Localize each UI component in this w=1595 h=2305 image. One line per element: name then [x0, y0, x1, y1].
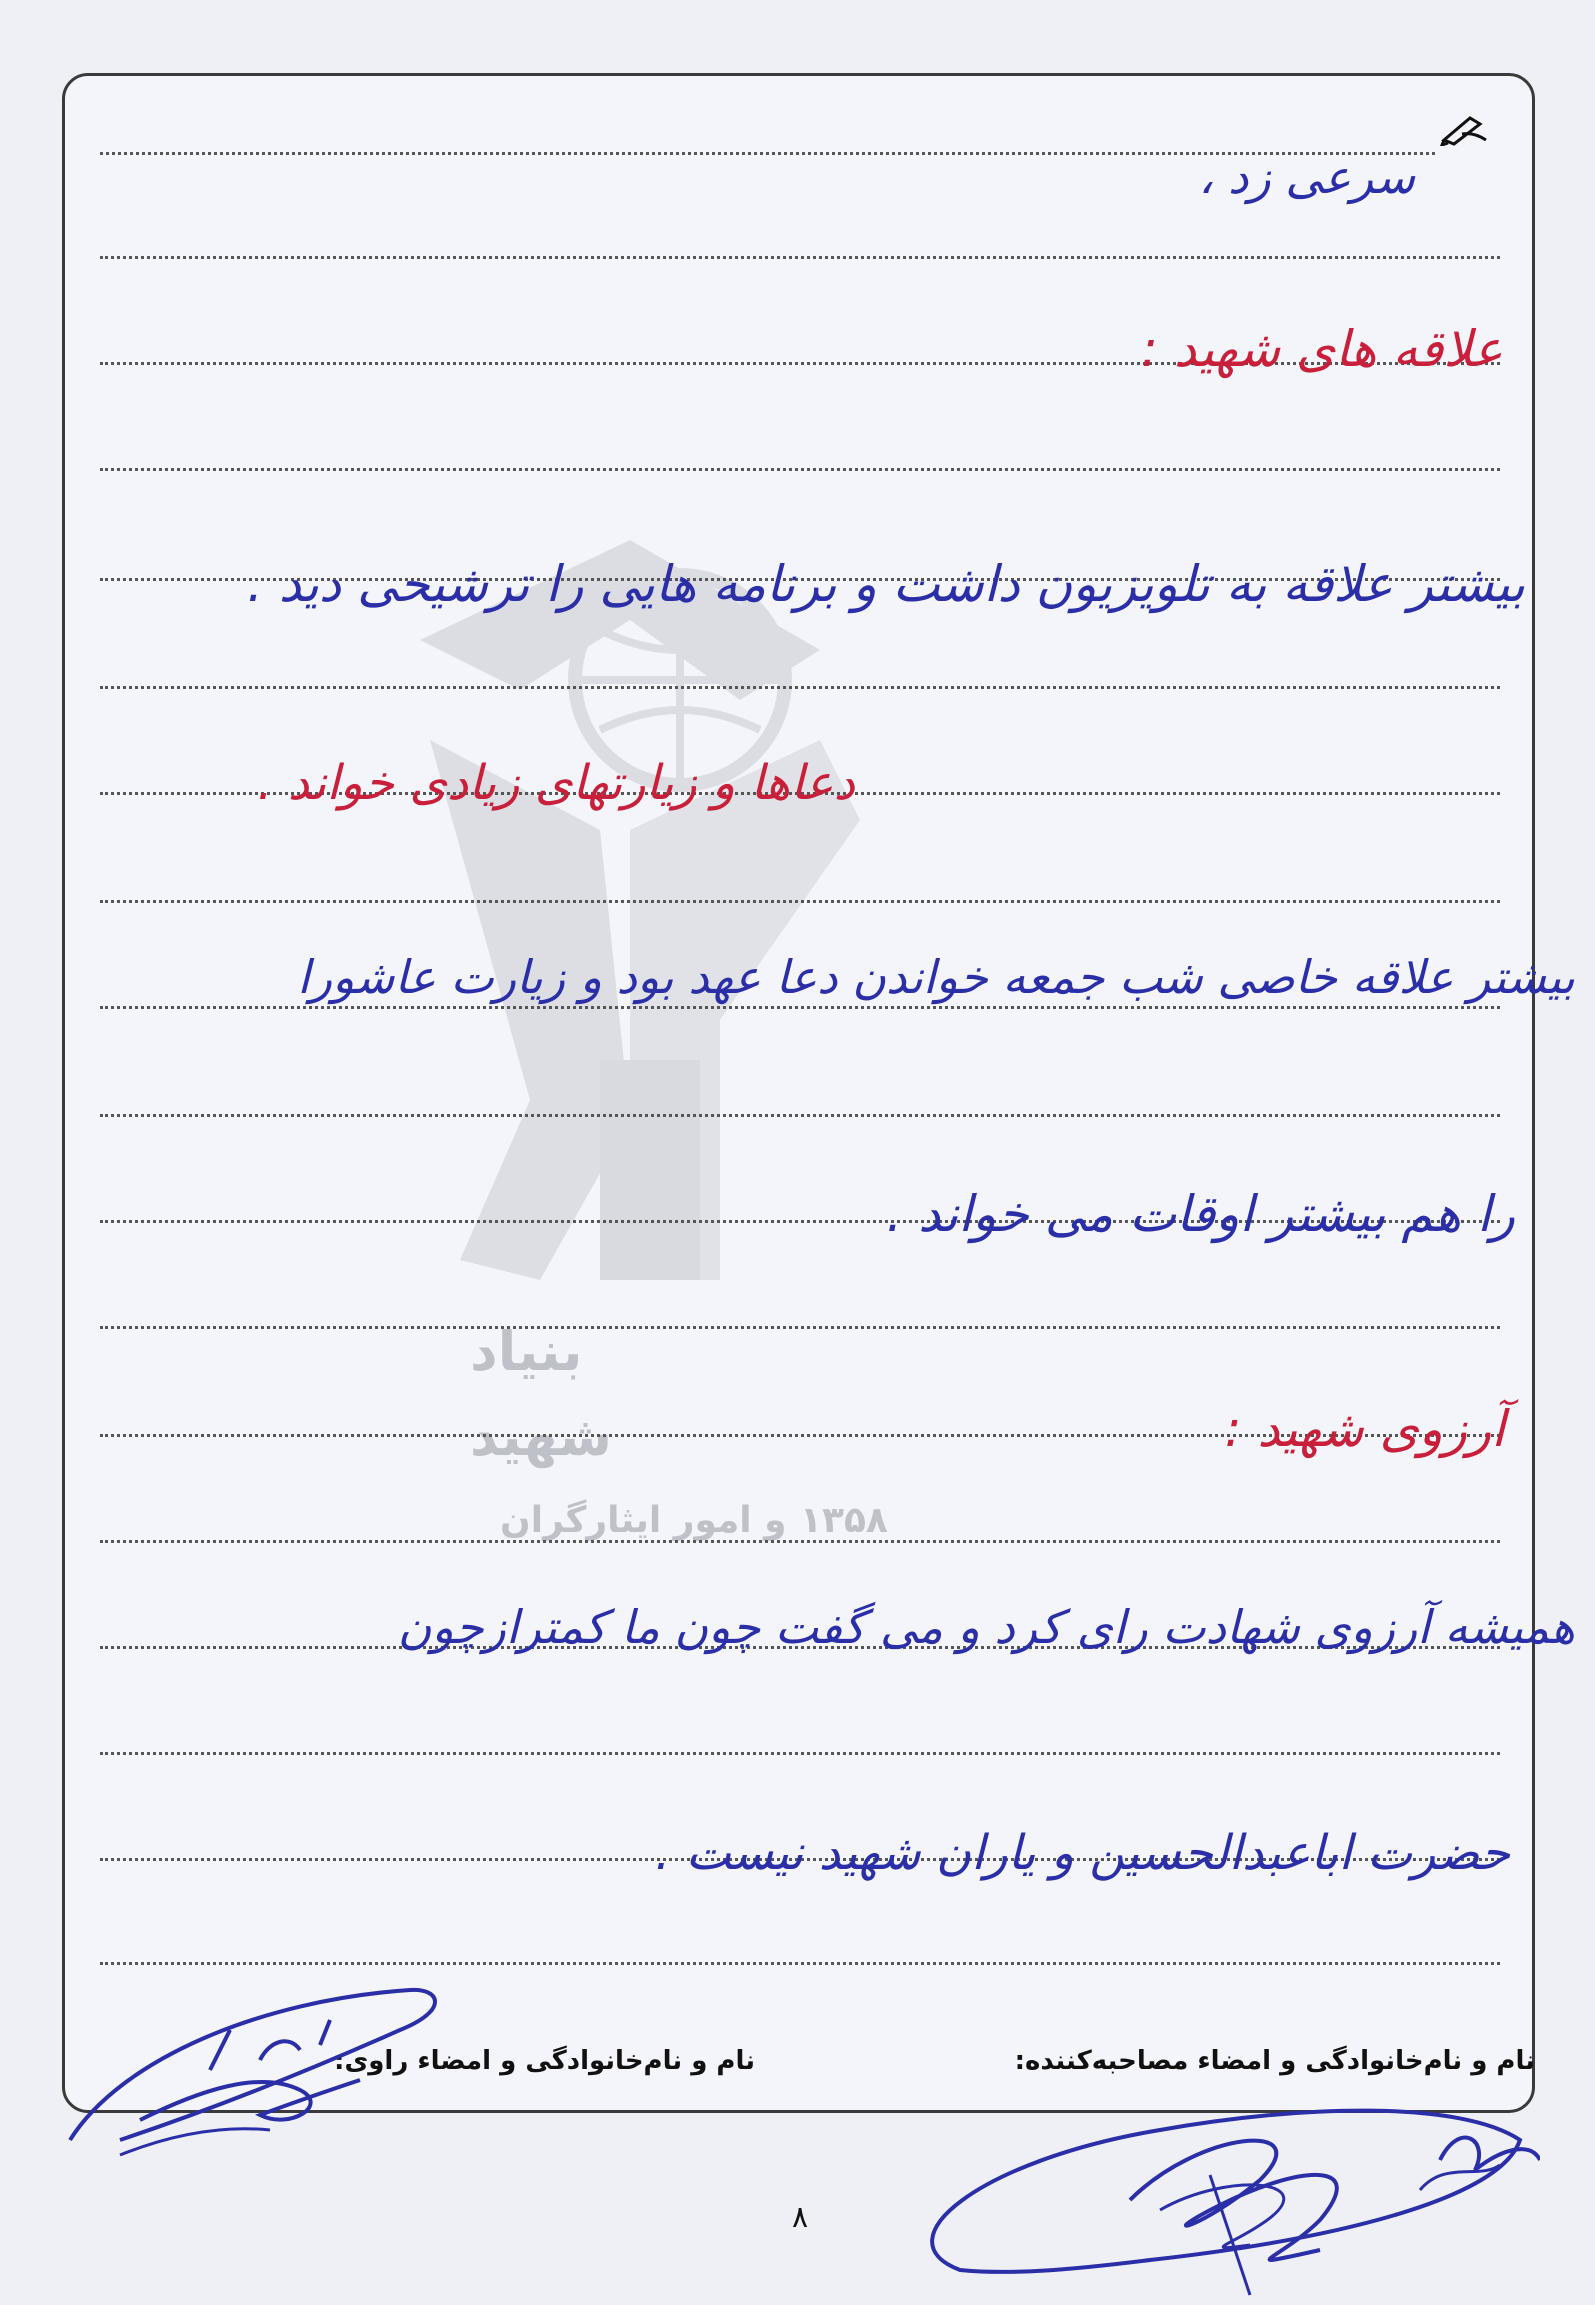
ruled-line [100, 1114, 1500, 1117]
watermark-org-line1: بنیاد [470, 1320, 583, 1383]
handwritten-line: حضرت اباعبدالحسین و یاران شهید نیست . [655, 1825, 1510, 1881]
ruled-line [100, 468, 1500, 471]
handwritten-line: سرعی زد ، [1198, 150, 1415, 204]
ruled-line [100, 900, 1500, 903]
ruled-line [100, 1006, 1500, 1009]
narrator-signature-label: نام و نام‌خانوادگی و امضاء راوی: [334, 2046, 755, 2076]
ruled-line [100, 1540, 1500, 1543]
handwritten-heading: علاقه های شهید : [1141, 320, 1503, 378]
watermark-org-line2: شهید [470, 1405, 612, 1468]
narrator-signature [60, 1940, 460, 2190]
handwritten-line: همیشه آرزوی شهادت رای کرد و می گفت چون ما کمترازچون [397, 1600, 1575, 1654]
handwritten-heading: آرزوی شهید : [1224, 1400, 1505, 1458]
handwritten-line: را هم بیشتر اوقات می خواند . [886, 1185, 1515, 1243]
ruled-line [100, 1326, 1500, 1329]
page-number: ۸ [791, 2200, 809, 2235]
watermark-year: ۱۳۵۸ [800, 1500, 888, 1541]
interviewer-signature-label: نام و نام‌خانوادگی و امضاء مصاحبه‌کننده: [1014, 2046, 1535, 2076]
ruled-line [100, 686, 1500, 689]
interviewer-signature [900, 1990, 1540, 2300]
watermark-org-line3: و امور ایثارگران [500, 1500, 787, 1541]
ruled-line [100, 1752, 1500, 1755]
handwritten-line: بیشتر علاقه خاصی شب جمعه خواندن دعا عهد بود و زیارت عاشورا [297, 950, 1575, 1004]
ruled-line [100, 256, 1500, 259]
handwritten-line: بیشتر علاقه به تلویزیون داشت و برنامه هایی را ترشیحی دید . [246, 555, 1525, 613]
handwritten-heading: دعاها و زیارتهای زیادی خواند . [257, 755, 855, 811]
pen-writing-icon [1440, 112, 1490, 146]
